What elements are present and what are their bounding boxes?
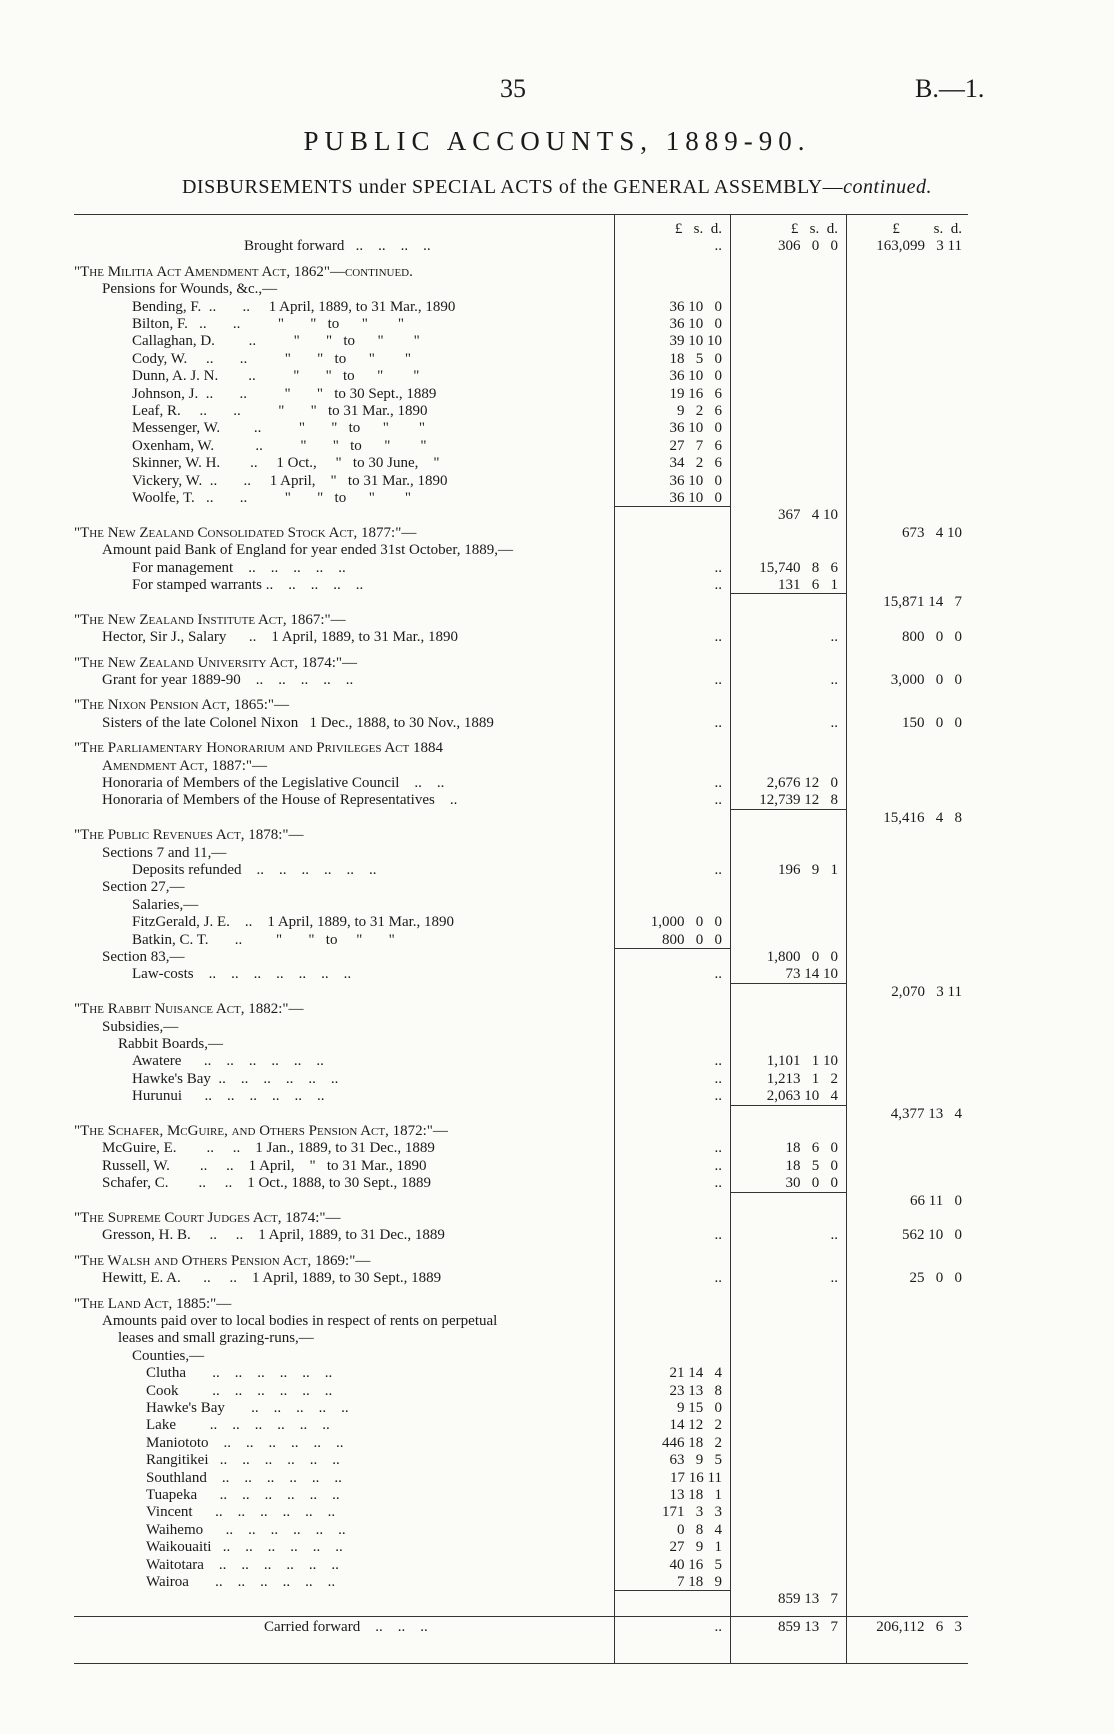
table-row: [74, 984, 968, 1001]
amount-inner: ..: [714, 862, 722, 878]
amount-inner: 36 10 0: [669, 298, 722, 315]
row-label: "The Rabbit Nuisance Act, 1882:"—: [74, 1001, 304, 1018]
amount-middle: 196 9 1: [778, 862, 838, 878]
amount-total: 673 4 10: [902, 524, 962, 541]
row-label: "The Supreme Court Judges Act, 1874:"—: [74, 1210, 341, 1226]
table-row: [74, 1417, 968, 1434]
table-row: [74, 594, 968, 611]
row-label: Amounts paid over to local bodies in respect of rents on perpetual: [102, 1313, 498, 1329]
row-label: For management .. .. .. .. ..: [132, 559, 346, 576]
row-label: "The New Zealand Institute Act, 1867:"—: [74, 611, 346, 628]
row-label: leases and small grazing-runs,—: [118, 1330, 314, 1347]
amount-inner: ..: [714, 577, 722, 593]
amount-inner: 27 7 6: [669, 437, 722, 454]
amount-inner: ..: [714, 1618, 722, 1635]
row-label: Pensions for Wounds, &c.,—: [102, 281, 278, 298]
row-label: Salaries,—: [132, 896, 199, 913]
disbursements-table: [74, 214, 968, 1664]
table-row: [74, 1253, 968, 1270]
table-row: [74, 507, 968, 524]
amount-total: 66 11 0: [910, 1192, 962, 1209]
row-label: Hurunui .. .. .. .. .. ..: [132, 1088, 325, 1105]
amount-inner: 27 9 1: [669, 1539, 722, 1556]
amount-inner: ..: [714, 1053, 722, 1070]
table-row: [74, 845, 968, 862]
row-label: Vickery, W. .. .. 1 April, " to 31 Mar., 1890: [132, 472, 448, 489]
table-row: [74, 897, 968, 914]
table-row: [74, 1557, 968, 1574]
amount-inner: 800 0 0: [662, 931, 722, 948]
amount-middle: 1,800 0 0: [766, 949, 838, 965]
table-row: [74, 1539, 968, 1556]
amount-inner: 63 9 5: [669, 1452, 722, 1469]
table-row: [74, 827, 968, 844]
amount-inner: 39 10 10: [669, 333, 722, 350]
table-row: [74, 420, 968, 437]
amount-inner: ..: [714, 1140, 722, 1157]
amount-total: 163,099 3 11: [876, 238, 962, 255]
amount-inner: 40 16 5: [669, 1556, 722, 1573]
row-label: Gresson, H. B. .. .. 1 April, 1889, to 31 Dec., 1889: [102, 1227, 445, 1244]
table-row: [74, 1383, 968, 1400]
table-row: [74, 629, 968, 646]
row-label: Woolfe, T. .. .. " " to " ": [132, 490, 411, 506]
table-row: [74, 1348, 968, 1365]
row-label: FitzGerald, J. E. .. 1 April, 1889, to 31 Mar., 1890: [132, 914, 455, 931]
amount-middle: ..: [830, 714, 838, 731]
row-label: Messenger, W. .. " " to " ": [132, 420, 426, 437]
amount-inner: 7 18 9: [677, 1574, 722, 1590]
amount-inner: ..: [714, 1175, 722, 1192]
row-label: Sisters of the late Colonel Nixon 1 Dec., 1888, to 30 Nov., 1889: [102, 714, 494, 731]
page-subtitle: [0, 176, 1114, 199]
table-row: [74, 1522, 968, 1539]
amount-inner: 171 3 3: [662, 1504, 722, 1521]
amount-inner: ..: [714, 559, 722, 576]
table-row: [74, 1071, 968, 1088]
amount-middle: 859 13 7: [778, 1618, 838, 1635]
table-row: [74, 1193, 968, 1210]
amount-inner: ..: [714, 1270, 722, 1287]
row-label: Clutha .. .. .. .. .. ..: [146, 1365, 333, 1382]
row-label: McGuire, E. .. .. 1 Jan., 1889, to 31 Dec., 1889: [102, 1140, 435, 1157]
subtitle-text: DISBURSEMENTS under SPECIAL ACTS of the GENERAL ASSEMBLY—: [181, 176, 844, 198]
table-row: [74, 1504, 968, 1521]
row-label: Hawke's Bay .. .. .. .. ..: [146, 1400, 349, 1416]
table-row: [74, 775, 968, 792]
amount-inner: 34 2 6: [669, 455, 722, 472]
amount-middle: £ s. d.: [790, 221, 838, 237]
table-row: [74, 966, 968, 983]
row-label: Deposits refunded .. .. .. .. .. ..: [132, 862, 377, 878]
page-number: 35: [500, 74, 526, 103]
row-label: Rabbit Boards,—: [118, 1036, 223, 1052]
amount-middle: ..: [830, 1270, 838, 1287]
amount-inner: ..: [714, 966, 722, 983]
amount-total: 150 0 0: [902, 714, 962, 731]
row-label: Lake .. .. .. .. .. ..: [146, 1417, 330, 1434]
table-row: [74, 1158, 968, 1175]
row-label: Callaghan, D. .. " " to " ": [132, 333, 420, 350]
table-row: [74, 1435, 968, 1452]
amount-total: 4,377 13 4: [890, 1105, 962, 1122]
table-row: [74, 862, 968, 879]
amount-inner: ..: [714, 1070, 722, 1087]
row-label: Brought forward .. .. .. ..: [244, 238, 431, 255]
table-row: [74, 672, 968, 689]
subtitle-suffix: continued.: [843, 176, 933, 198]
table-row: [74, 1001, 968, 1018]
row-label: "The Nixon Pension Act, 1865:"—: [74, 697, 290, 714]
table-row: [74, 792, 968, 809]
table-row: [74, 1175, 968, 1192]
amount-inner: 14 12 2: [669, 1417, 722, 1434]
amount-inner: 1,000 0 0: [650, 914, 722, 931]
amount-inner: ..: [714, 1088, 722, 1105]
row-label: Amendment Act, 1887:"—: [102, 757, 267, 774]
amount-inner: 13 18 1: [669, 1487, 722, 1503]
amount-inner: £ s. d.: [674, 221, 722, 237]
amount-middle: 131 6 1: [778, 577, 838, 593]
row-label: "The Militia Act Amendment Act, 1862"—continued.: [74, 263, 413, 280]
amount-middle: 30 0 0: [785, 1175, 838, 1192]
row-label: Vincent .. .. .. .. .. ..: [146, 1504, 336, 1521]
row-label: Wairoa .. .. .. .. .. ..: [146, 1574, 336, 1590]
row-label: Russell, W. .. .. 1 April, " to 31 Mar., 1890: [102, 1157, 427, 1174]
row-label: "The Public Revenues Act, 1878:"—: [74, 827, 304, 844]
row-label: Cody, W. .. .. " " to " ": [132, 350, 411, 367]
table-row: [74, 1270, 968, 1287]
row-label: Law-costs .. .. .. .. .. .. ..: [132, 966, 352, 983]
row-label: Counties,—: [132, 1347, 205, 1364]
amount-inner: ..: [714, 1227, 722, 1244]
amount-inner: ..: [714, 792, 722, 809]
amount-total: 15,871 14 7: [883, 594, 962, 611]
table-row: [74, 740, 968, 757]
row-label: Hawke's Bay .. .. .. .. .. ..: [132, 1070, 339, 1087]
table-row: [74, 715, 968, 732]
row-label: Johnson, J. .. .. " " to 30 Sept., 1889: [132, 385, 437, 402]
table-row: [74, 490, 968, 507]
table-row: [74, 525, 968, 542]
row-label: Rangitikei .. .. .. .. .. ..: [146, 1452, 340, 1469]
row-label: Southland .. .. .. .. .. ..: [146, 1469, 342, 1486]
table-row: [74, 438, 968, 455]
amount-middle: 2,676 12 0: [766, 775, 838, 791]
amount-total: 15,416 4 8: [883, 809, 962, 826]
row-label: Schafer, C. .. .. 1 Oct., 1888, to 30 Sept., 1889: [102, 1175, 431, 1192]
row-label: Maniototo .. .. .. .. .. ..: [146, 1434, 344, 1451]
document-reference: B.—1.: [915, 74, 985, 103]
amount-middle: 18 5 0: [785, 1157, 838, 1174]
amount-inner: ..: [714, 629, 722, 646]
table-row: [74, 577, 968, 594]
amount-middle: ..: [830, 672, 838, 688]
row-label: Amount paid Bank of England for year ended 31st October, 1889,—: [102, 542, 513, 559]
amount-total: 25 0 0: [909, 1270, 962, 1287]
amount-inner: ..: [714, 1157, 722, 1174]
table-row: [74, 1088, 968, 1105]
amount-middle: 12,739 12 8: [759, 792, 838, 809]
amount-middle: 18 6 0: [785, 1140, 838, 1157]
table-row: [74, 1487, 968, 1504]
total-rule: [74, 1616, 968, 1617]
row-label: Subsidies,—: [102, 1018, 179, 1035]
row-label: Awatere .. .. .. .. .. ..: [132, 1053, 324, 1070]
table-row: [74, 281, 968, 298]
amount-inner: 21 14 4: [669, 1365, 722, 1382]
table-row: [74, 758, 968, 775]
row-label: Carried forward .. .. ..: [264, 1618, 428, 1635]
row-label: Cook .. .. .. .. .. ..: [146, 1382, 333, 1399]
amount-middle: 367 4 10: [778, 507, 838, 524]
table-row: [74, 386, 968, 403]
table-row: [74, 949, 968, 966]
row-label: "The Land Act, 1885:"—: [74, 1295, 232, 1312]
row-label: Grant for year 1889-90 .. .. .. .. ..: [102, 672, 354, 688]
amount-middle: 859 13 7: [778, 1591, 838, 1608]
table-row: [74, 351, 968, 368]
amount-inner: ..: [714, 714, 722, 731]
row-label: "The Walsh and Others Pension Act, 1869:"—: [74, 1252, 371, 1269]
row-label: "The Schafer, McGuire, and Others Pension Act, 1872:"—: [74, 1123, 448, 1139]
amount-inner: 0 8 4: [677, 1521, 722, 1538]
amount-total: 3,000 0 0: [890, 672, 962, 688]
table-row: [74, 560, 968, 577]
table-row: [74, 1365, 968, 1382]
amount-total: 562 10 0: [902, 1227, 962, 1244]
table-row: [74, 1053, 968, 1070]
row-label: Sections 7 and 11,—: [102, 844, 227, 861]
amount-total: 206,112 6 3: [876, 1618, 962, 1635]
row-label: Honoraria of Members of the House of Representatives ..: [102, 792, 458, 809]
row-label: Waitotara .. .. .. .. .. ..: [146, 1556, 339, 1573]
table-row: [74, 403, 968, 420]
amount-inner: 17 16 11: [670, 1469, 722, 1486]
amount-middle: ..: [830, 1227, 838, 1244]
table-row: [74, 1227, 968, 1244]
table-row: [74, 473, 968, 490]
row-label: Section 27,—: [102, 879, 185, 896]
row-label: Hector, Sir J., Salary .. 1 April, 1889, to 31 Mar., 1890: [102, 629, 459, 646]
amount-inner: ..: [714, 672, 722, 688]
table-row: [74, 1296, 968, 1313]
amount-middle: 306 0 0: [778, 238, 838, 255]
row-label: For stamped warrants .. .. .. .. ..: [132, 577, 364, 593]
row-label: Honoraria of Members of the Legislative Council .. ..: [102, 775, 445, 791]
amount-inner: 9 2 6: [677, 403, 722, 419]
amount-middle: 1,213 1 2: [766, 1070, 838, 1087]
table-row: [74, 299, 968, 316]
table-row: [74, 1591, 968, 1608]
table-row: [74, 1140, 968, 1157]
table-row: [74, 1400, 968, 1417]
amount-inner: 36 10 0: [669, 490, 722, 506]
table-row: [74, 1330, 968, 1347]
table-row: [74, 542, 968, 559]
row-label: Batkin, C. T. .. " " to " ": [132, 931, 395, 948]
row-label: Section 83,—: [102, 949, 185, 965]
amount-middle: 2,063 10 4: [766, 1088, 838, 1105]
row-label: "The Parliamentary Honorarium and Privileges Act 1884: [74, 740, 444, 757]
table-row: [74, 1036, 968, 1053]
amount-inner: ..: [714, 238, 722, 255]
amount-inner: 19 16 6: [669, 385, 722, 402]
row-label: Bilton, F. .. .. " " to " ": [132, 316, 405, 332]
table-row: [74, 1210, 968, 1227]
table-row: [74, 810, 968, 827]
row-label: "The New Zealand Consolidated Stock Act, 1877:"—: [74, 524, 417, 541]
amount-inner: 9 15 0: [677, 1400, 722, 1416]
amount-inner: 36 10 0: [669, 472, 722, 489]
table-row: [74, 221, 968, 238]
table-row: [74, 1019, 968, 1036]
table-row: [74, 655, 968, 672]
row-label: Leaf, R. .. .. " " to 31 Mar., 1890: [132, 403, 428, 419]
amount-middle: ..: [830, 629, 838, 646]
amount-inner: 446 18 2: [662, 1434, 722, 1451]
table-row: [74, 612, 968, 629]
amount-total: 2,070 3 11: [891, 983, 962, 1000]
table-row: [74, 368, 968, 385]
row-label: Waihemo .. .. .. .. .. ..: [146, 1521, 346, 1538]
row-label: Skinner, W. H. .. 1 Oct., " to 30 June, ": [132, 455, 440, 472]
amount-middle: 1,101 1 10: [766, 1053, 838, 1070]
table-row: [74, 455, 968, 472]
amount-middle: 73 14 10: [785, 966, 838, 983]
table-row: [74, 1574, 968, 1591]
row-label: Hewitt, E. A. .. .. 1 April, 1889, to 30 Sept., 1889: [102, 1270, 442, 1287]
row-label: Dunn, A. J. N. .. " " to " ": [132, 368, 420, 385]
amount-inner: 36 10 0: [669, 368, 722, 385]
amount-inner: 18 5 0: [669, 350, 722, 367]
table-row: [74, 1619, 968, 1636]
row-label: Tuapeka .. .. .. .. .. ..: [146, 1487, 340, 1503]
table-row: [74, 1123, 968, 1140]
table-row: [74, 914, 968, 931]
table-row: [74, 1452, 968, 1469]
amount-inner: ..: [714, 775, 722, 791]
amount-inner: 23 13 8: [669, 1382, 722, 1399]
amount-inner: 36 10 0: [669, 420, 722, 437]
row-label: Bending, F. .. .. 1 April, 1889, to 31 Mar., 1890: [132, 298, 456, 315]
table-row: [74, 697, 968, 714]
table-row: [74, 264, 968, 281]
table-row: [74, 879, 968, 896]
table-row: [74, 333, 968, 350]
table-row: [74, 316, 968, 333]
page-title: PUBLIC ACCOUNTS, 1889-90.: [303, 126, 811, 156]
table-row: [74, 1470, 968, 1487]
table-row: [74, 1106, 968, 1123]
table-row: [74, 1313, 968, 1330]
amount-total: £ s. d.: [892, 221, 962, 237]
row-label: Oxenham, W. .. " " to " ": [132, 437, 427, 454]
amount-middle: 15,740 8 6: [759, 559, 838, 576]
row-label: "The New Zealand University Act, 1874:"—: [74, 654, 357, 671]
amount-total: 800 0 0: [902, 629, 962, 646]
table-row: [74, 932, 968, 949]
amount-inner: 36 10 0: [669, 316, 722, 332]
row-label: Waikouaiti .. .. .. .. .. ..: [146, 1539, 343, 1556]
table-row: [74, 238, 968, 255]
